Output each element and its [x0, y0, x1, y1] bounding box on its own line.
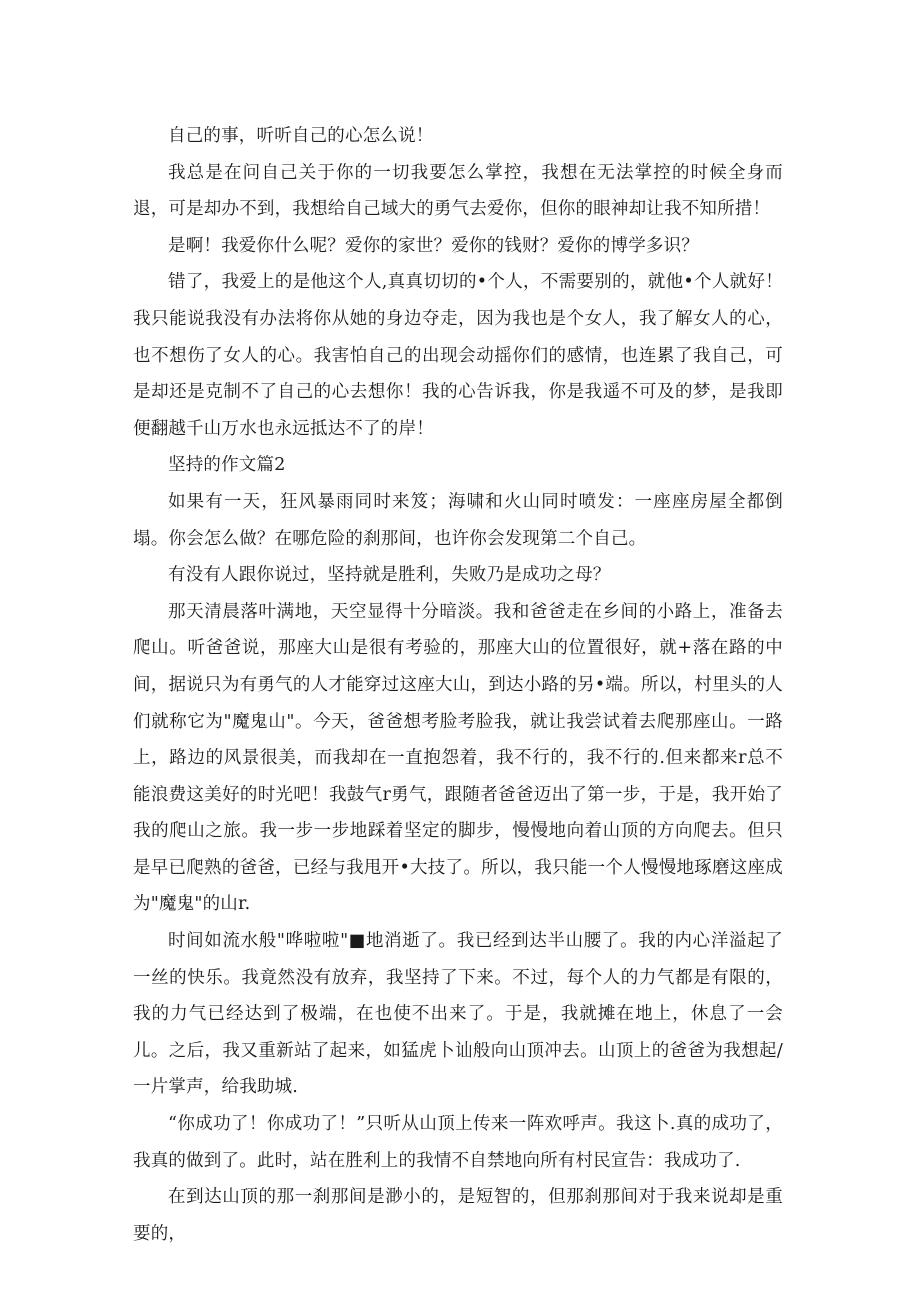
paragraph: 有没有人跟你说过，坚持就是胜利，失败乃是成功之母？ [168, 565, 611, 586]
paragraph: 如果有一天，狂风暴雨同时来笈；海啸和火山同时喷发：一座座房屋全都倒塌。你会怎么做？在哪危险的刹那间，也许你会发现第二个自己。 [133, 491, 783, 549]
paragraph: 时间如流水般"哗啦啦"■地消逝了。我已经到达半山腰了。我的内心洋溢起了一丝的快乐。我竟然没有放弃，我坚持了下来。不过，每个人的力气都是有限的，我的力气已经达到了极端，在也使不出来了。于是，我就摊在地上，休息了一会儿。之后，我又重新站了起来，如猛虎卜讪般向山顶冲去。山顶上的爸爸为我想起/一片掌声，给我助城. [133, 931, 783, 1098]
paragraph: 我总是在问自己关于你的一切我要怎么掌控，我想在无法掌控的时候全身而退，可是却办不到，我想给自己域大的勇气去爱你，但你的眼神却让我不知所措！ [133, 162, 783, 220]
paragraph: 是啊！我爱你什么呢？爱你的家世？爱你的钱财？爱你的博学多识？ [168, 235, 699, 256]
paragraph: 错了，我爱上的是他这个人,真真切切的•个人，不需要别的，就他•个人就好！我只能说我没有办法将你从她的身边夺走，因为我也是个女人，我了解女人的心，也不想伤了女人的心。我害怕自己的出现会动摇你们的感情，也连累了我自己，可是却还是克制不了自己的心去想你！我的心告诉我，你是我遥不可及的梦，是我即便翻越千山万水也永远抵达不了的岸！ [133, 272, 783, 439]
paragraph: 在到达山顶的那一刹那间是渺小的，是短智的，但那刹那间对于我来说却是重要的， [133, 1187, 783, 1244]
paragraph: 自己的事，听听自己的心怎么说！ [168, 126, 434, 146]
paragraph: “你成功了！你成功了！”只听从山顶上传来一阵欢呼声。我这卜.真的成功了，我真的做到了。此时，站在胜利上的我情不自禁地向所有村民宣告：我成功了. [133, 1114, 783, 1171]
section-heading: 坚持的作文篇2 [168, 455, 286, 476]
document-body [133, 118, 783, 1252]
paragraph: 那天清晨落叶满地，天空显得十分暗淡。我和爸爸走在乡间的小路上，准备去爬山。听爸爸说，那座大山是很有考验的，那座大山的位置很好，就+落在路的中间，据说只为有勇气的人才能穿过这座大山，到达小路的另•端。所以，村里头的人们就称它为"魔鬼山"。今天，爸爸想考脸考脸我，就让我尝试着去爬那座山。一路上，路边的风景很美，而我却在一直抱怨着，我不行的，我不行的.但来都来r总不能浪费这美好的时光吧！我鼓气r勇气，跟随者爸爸迈出了第一步，于是，我开始了我的爬山之旅。我一步一步地踩着坚定的脚步，慢慢地向着山顶的方向爬去。但只是早已爬熟的爸爸，已经与我甩开•大技了。所以，我只能一个人慢慢地琢磨这座成为"魔鬼"的山r. [133, 601, 783, 915]
